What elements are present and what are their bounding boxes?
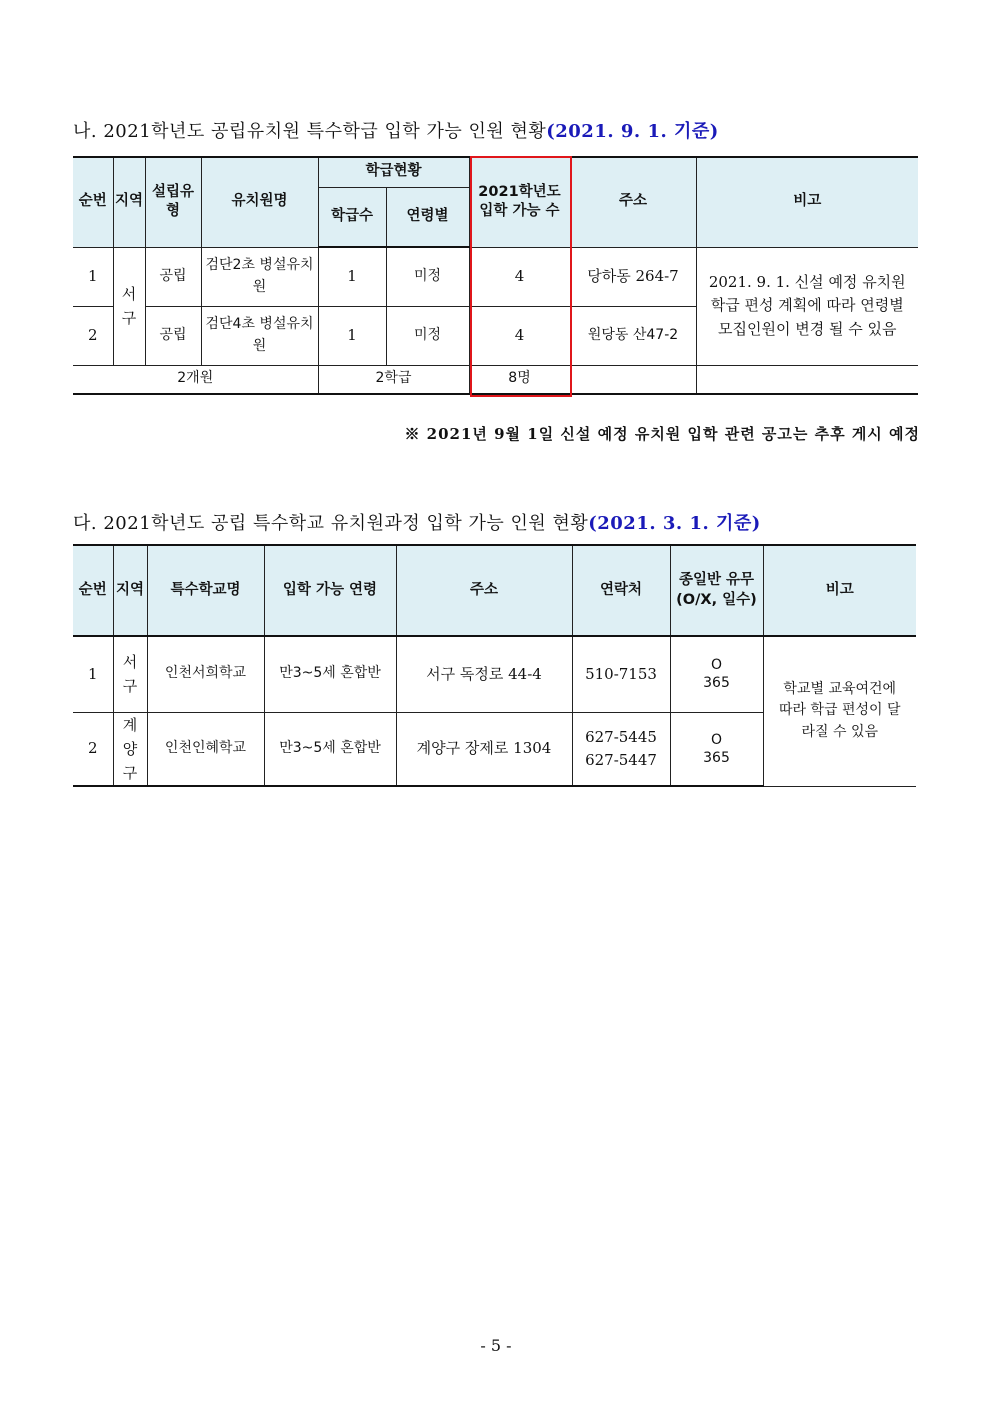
cell-age: 만3~5세 혼합반 <box>264 636 396 712</box>
header-remark: 비고 <box>696 157 918 247</box>
region-text: 서구 <box>121 284 137 327</box>
header-age: 연령별 <box>386 187 469 247</box>
cell-remark: 학교별 교육여건에 따라 학급 편성이 달라질 수 있음 <box>763 636 916 786</box>
cell-address: 서구 독정로 44-4 <box>396 636 572 712</box>
allday-flag: O <box>710 657 723 674</box>
cell-contact <box>572 636 670 712</box>
cell-age: 미정 <box>386 306 469 365</box>
header-type: 설립유형 <box>145 157 201 247</box>
cell-region <box>113 247 145 365</box>
cell-capacity: 4 <box>469 306 570 365</box>
contact-line: 510-7153 <box>585 664 657 683</box>
section-b-title <box>73 117 719 143</box>
allday-flag: O <box>710 731 723 748</box>
header-address: 주소 <box>396 545 572 636</box>
page-number: - 5 - <box>480 1336 512 1355</box>
total-address-empty <box>570 365 696 394</box>
section-b-date: (2021. 9. 1. 기준) <box>546 121 719 142</box>
total-row <box>73 365 918 394</box>
header-region: 지역 <box>113 157 145 247</box>
contact-line: 627-5445 <box>585 727 657 746</box>
cell-address: 당하동 264-7 <box>570 247 696 306</box>
cell-no: 1 <box>73 247 113 306</box>
cell-type: 공립 <box>145 306 201 365</box>
cell-name: 검단2초 병설유치원 <box>201 247 318 306</box>
section-b-title-text: 나. 2021학년도 공립유치원 특수학급 입학 가능 인원 현황 <box>73 121 547 142</box>
section-c-date: (2021. 3. 1. 기준) <box>588 513 761 534</box>
total-capacity: 8명 <box>469 365 570 394</box>
header-address: 주소 <box>570 157 696 247</box>
header-remark: 비고 <box>763 545 916 636</box>
cell-no: 2 <box>73 306 113 365</box>
cell-region <box>113 712 147 786</box>
section-c-table <box>73 544 916 787</box>
contact-line: 627-5447 <box>585 750 657 769</box>
cell-capacity: 4 <box>469 247 570 306</box>
total-schools: 2개원 <box>73 365 318 394</box>
header-class-count: 학급수 <box>318 187 386 247</box>
allday-days: 365 <box>703 675 730 692</box>
cell-contact <box>572 712 670 786</box>
header-allday: 종일반 유무 (O/X, 일수) <box>670 545 763 636</box>
total-remark-empty <box>696 365 918 394</box>
cell-school: 인천인혜학교 <box>147 712 264 786</box>
header-contact: 연락처 <box>572 545 670 636</box>
cell-no: 1 <box>73 636 113 712</box>
table-row <box>73 636 916 712</box>
header-no: 순번 <box>73 545 113 636</box>
section-c-title-text: 다. 2021학년도 공립 특수학교 유치원과정 입학 가능 인원 현황 <box>73 513 589 534</box>
cell-type: 공립 <box>145 247 201 306</box>
region-text: 계양구 <box>122 715 138 782</box>
cell-classes: 1 <box>318 247 386 306</box>
header-no: 순번 <box>73 157 113 247</box>
section-b-note: ※ 2021년 9월 1일 신설 예정 유치원 입학 관련 공고는 추후 게시 예정 <box>404 425 920 443</box>
header-class-status: 학급현황 <box>318 157 469 187</box>
table-header-row <box>73 545 916 636</box>
header-name: 유치원명 <box>201 157 318 247</box>
header-age: 입학 가능 연령 <box>264 545 396 636</box>
section-b-table <box>73 156 918 395</box>
total-classes: 2학급 <box>318 365 469 394</box>
cell-address: 원당동 산47-2 <box>570 306 696 365</box>
cell-school: 인천서희학교 <box>147 636 264 712</box>
cell-allday <box>670 712 763 786</box>
cell-address: 계양구 장제로 1304 <box>396 712 572 786</box>
header-region: 지역 <box>113 545 147 636</box>
section-c-title <box>73 509 761 535</box>
region-text: 서구 <box>122 653 138 696</box>
cell-allday <box>670 636 763 712</box>
cell-classes: 1 <box>318 306 386 365</box>
cell-region <box>113 636 147 712</box>
header-capacity: 2021학년도 입학 가능 수 <box>469 157 570 247</box>
allday-days: 365 <box>703 749 730 766</box>
header-school: 특수학교명 <box>147 545 264 636</box>
cell-name: 검단4초 병설유치원 <box>201 306 318 365</box>
cell-age: 미정 <box>386 247 469 306</box>
table-row <box>73 247 918 306</box>
cell-age: 만3~5세 혼합반 <box>264 712 396 786</box>
table-header-row <box>73 157 918 187</box>
cell-no: 2 <box>73 712 113 786</box>
cell-remark: 2021. 9. 1. 신설 예정 유치원 학급 편성 계획에 따라 연령별 모집인원이 변경 될 수 있음 <box>696 247 918 365</box>
